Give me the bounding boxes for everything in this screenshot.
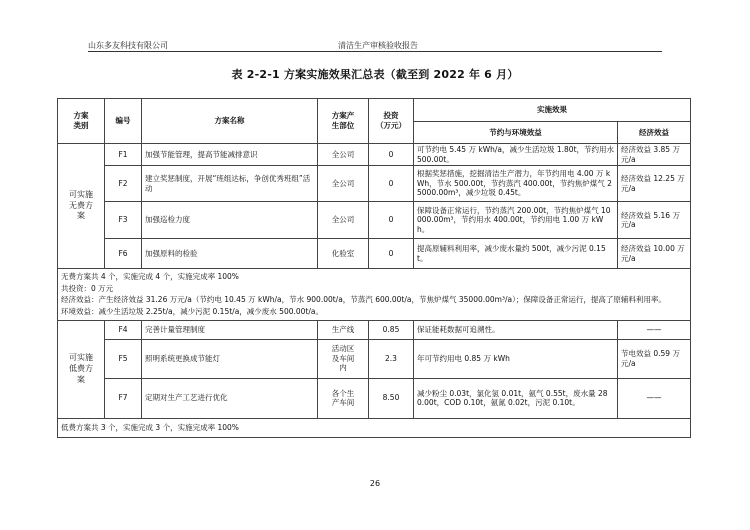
header-name: 方案名称 [142,99,318,144]
row-env: 根据奖惩措施，挖掘清洁生产潜力，年节约用电 4.00 万 kWh，节水 500.00t，节约蒸汽 400.00t，节约焦炉煤气 25000.00m³，减少垃圾 0.45t。 [414,166,618,202]
row-invest: 0 [369,239,414,269]
row-env: 年可节约用电 0.85 万 kWh [414,339,618,378]
row-id: F2 [105,166,142,202]
summary-line: 环境效益：减少生活垃圾 2.25t/a，减少污泥 0.15t/a，减少废水 500.00t/a。 [61,307,323,317]
row-id: F6 [105,239,142,269]
row-econ: 经济效益 5.16 万元/a [618,202,691,239]
header-id: 编号 [105,99,142,144]
summary-line: 无费方案共 4 个，实施完成 4 个，实施完成率 100% [61,272,239,282]
table-title: 表 2-2-1 方案实施效果汇总表（截至到 2022 年 6 月） [231,68,519,81]
table-row [58,239,691,269]
row-name: 完善计量管理制度 [142,320,318,339]
summary-line: 共投资：0 万元 [61,283,114,293]
implementation-summary-table [57,98,691,438]
row-name: 加强巡检力度 [142,202,318,239]
row-id: F5 [105,339,142,378]
table-row [58,339,691,378]
table-row [58,320,691,339]
low-cost-summary: 低费方案共 3 个，实施完成 3 个，实施完成率 100% [58,418,691,437]
row-name: 加强节能管理，提高节能减排意识 [142,144,318,166]
row-econ: 节电效益 0.59 万元/a [618,339,691,378]
row-invest: 0.85 [369,320,414,339]
category-no-cost: 可实施 无费方 案 [58,144,105,269]
header-invest: 投资 （万元） [369,99,414,144]
row-env: 提高原辅料利用率，减少废水量约 500t，减少污泥 0.15t。 [414,239,618,269]
table-row [58,144,691,166]
header-divider [88,51,662,52]
low-cost-summary-row [58,418,691,437]
header-company: 山东多友科技有限公司 [88,41,168,50]
summary-line: 经济效益：产生经济效益 31.26 万元/a（节约电 10.45 万 kWh/a，节水 900.00t/a，节蒸汽 600.00t/a，节焦炉煤气 35000.00m³/a）；保障设备正常运行，提高了原辅料利用率。 [61,295,666,305]
row-econ: —— [618,320,691,339]
header-effect: 实施效果 [414,99,691,122]
row-invest: 0 [369,166,414,202]
header-econ-benefit: 经济效益 [618,122,691,144]
row-env: 可节约电 5.45 万 kWh/a，减少生活垃圾 1.80t，节约用水 500.00t。 [414,144,618,166]
row-dept: 化验室 [318,239,369,269]
row-econ: 经济效益 12.25 万元/a [618,166,691,202]
row-id: F7 [105,378,142,418]
row-dept: 活动区 及车间 内 [318,339,369,378]
header-dept: 方案产 生部位 [318,99,369,144]
row-name: 加强原料的检验 [142,239,318,269]
header-env-benefit: 节约与环境效益 [414,122,618,144]
table-row [58,378,691,418]
row-invest: 8.50 [369,378,414,418]
row-econ: 经济效益 3.85 万元/a [618,144,691,166]
row-econ: 经济效益 10.00 万元/a [618,239,691,269]
row-env: 减少粉尘 0.03t，氯化氢 0.01t，氨气 0.55t，废水量 280.00t，COD 0.10t，氨氮 0.02t，污泥 0.10t。 [414,378,618,418]
row-id: F4 [105,320,142,339]
row-name: 建立奖惩制度，开展“班组达标，争创优秀班组”活动 [142,166,318,202]
page-number: 26 [369,479,381,488]
table-row [58,166,691,202]
row-env: 保障设备正常运行，节约蒸汽 200.00t，节约焦炉煤气 10000.00m³，节约用水 400.00t，节约用电 1.00 万 kWh。 [414,202,618,239]
table-row [58,202,691,239]
header-category: 方案 类别 [58,99,105,144]
row-invest: 0 [369,202,414,239]
row-name: 定期对生产工艺进行优化 [142,378,318,418]
no-cost-summary [58,269,691,321]
header-report-title: 清洁生产审核验收报告 [338,41,418,50]
category-low-cost: 可实施 低费方 案 [58,320,105,418]
no-cost-summary-row [58,269,691,321]
row-invest: 0 [369,144,414,166]
row-dept: 生产线 [318,320,369,339]
row-dept: 全公司 [318,166,369,202]
row-dept: 全公司 [318,202,369,239]
row-id: F1 [105,144,142,166]
row-dept: 全公司 [318,144,369,166]
row-econ: —— [618,378,691,418]
row-id: F3 [105,202,142,239]
row-name: 照明系统更换成节能灯 [142,339,318,378]
row-env: 保证能耗数据可追溯性。 [414,320,618,339]
row-dept: 各个生 产车间 [318,378,369,418]
row-invest: 2.3 [369,339,414,378]
